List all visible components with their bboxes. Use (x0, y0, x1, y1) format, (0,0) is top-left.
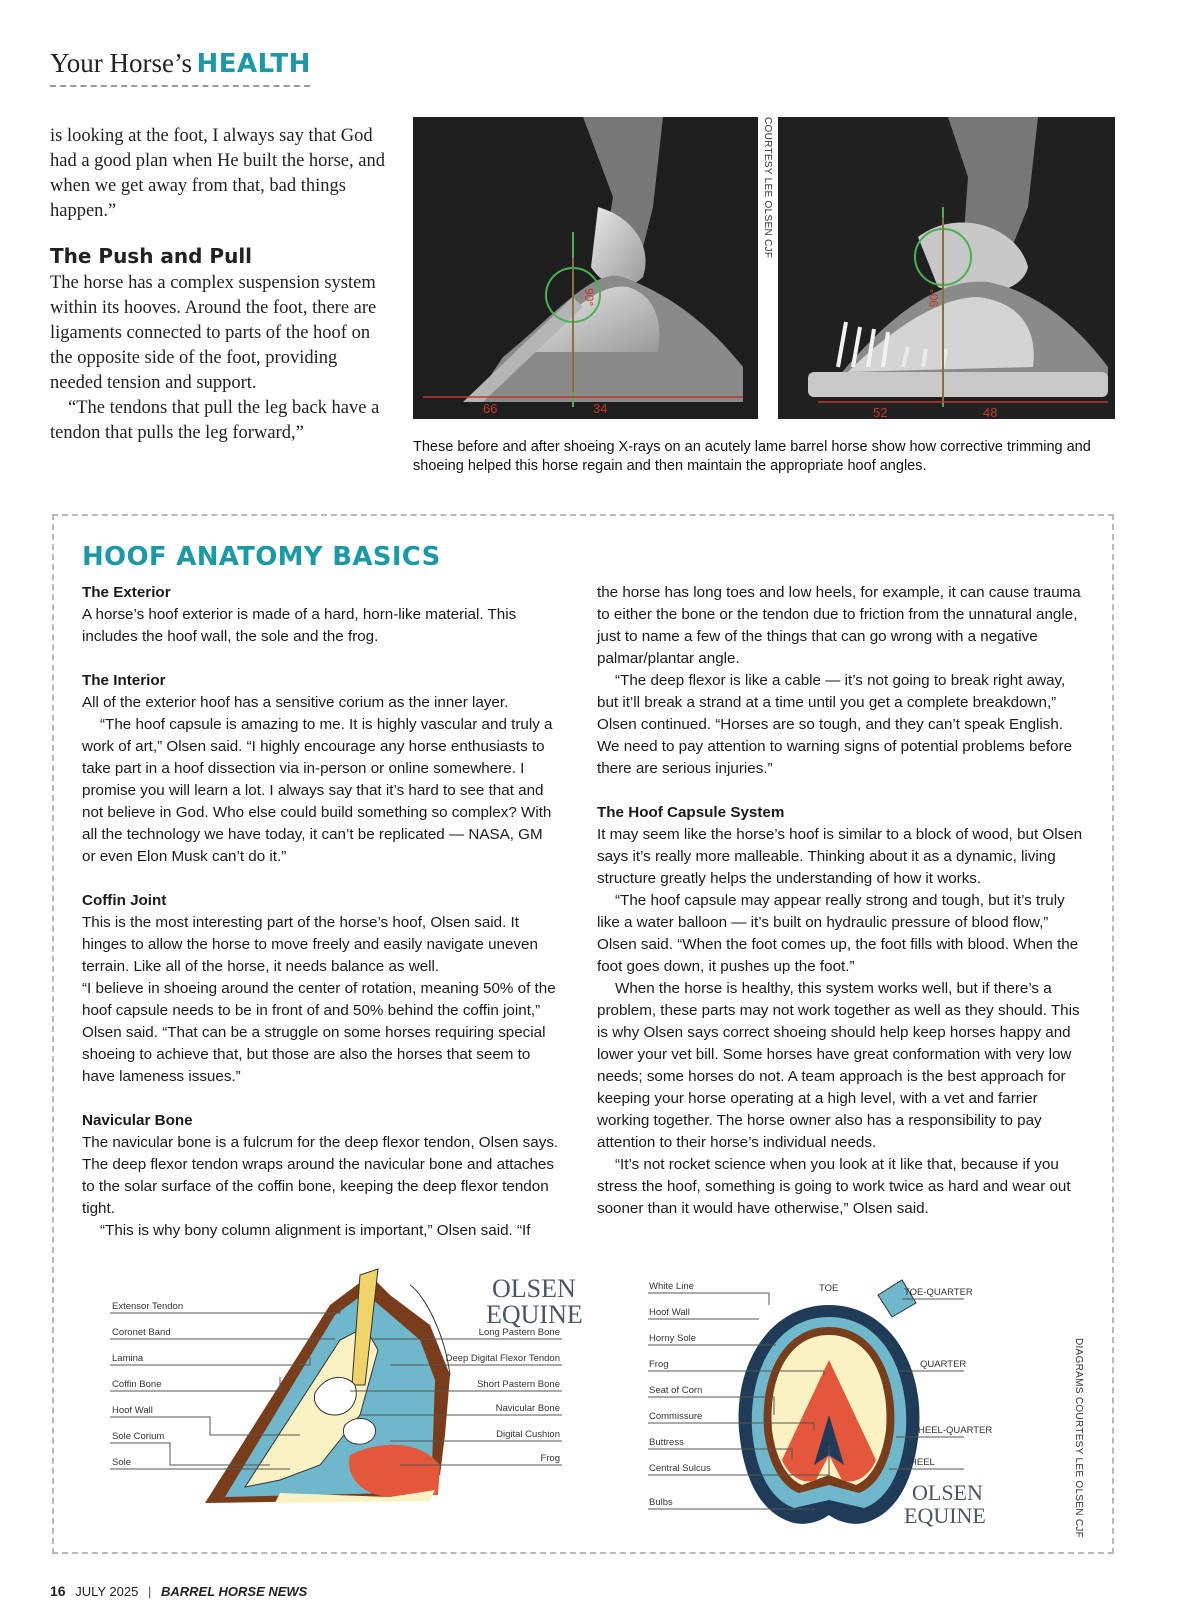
hoof-sole-diagram (649, 1265, 1064, 1540)
issue-date: JULY 2025 (75, 1584, 139, 1599)
sidebar-left-column (82, 582, 560, 1242)
footer-separator: | (147, 1584, 152, 1599)
logo-sole-line-2: EQUINE (904, 1503, 986, 1528)
label-central-sulcus: Central Sulcus (649, 1463, 711, 1474)
xray-before-angle: 90° (582, 288, 596, 307)
diagram-credit-text: DIAGRAMS COURTESY LEE OLSEN CJF (1073, 1338, 1084, 1539)
label-extensor-tendon: Extensor Tendon (112, 1301, 184, 1312)
header-underline (50, 85, 310, 87)
label-frog-sole: Frog (649, 1359, 669, 1370)
label-commissure: Commissure (649, 1411, 703, 1422)
xray-before-image (413, 117, 758, 419)
coffin-joint-heading: Coffin Joint (82, 892, 167, 909)
logo-line-1: OLSEN (492, 1274, 576, 1303)
publication-name: BARREL HORSE NEWS (160, 1584, 308, 1599)
hoof-capsule-text-4: “It’s not rocket science when you look at it like that, because if you stress the hoof, something is going to work twice as hard and wear out sooner than it would have otherwise,” Olsen said. (597, 1156, 1071, 1217)
label-sole: Sole (112, 1457, 132, 1468)
label-short-pastern-bone: Short Pastern Bone (477, 1379, 560, 1390)
hoof-capsule-text-1: It may seem like the horse’s hoof is similar to a block of wood, but Olsen says it’s really more malleable. Thinking about it as a dynamic, living structure greatly helps the understanding of how it works. (597, 826, 1083, 887)
section-header (50, 48, 311, 87)
interior-heading: The Interior (82, 672, 166, 689)
label-sole-corium: Sole Corium (112, 1431, 165, 1442)
logo-sole-line-1: OLSEN (912, 1480, 983, 1505)
label-digital-cushion: Digital Cushion (496, 1429, 560, 1440)
label-lamina: Lamina (112, 1353, 144, 1364)
sidebar-right-column (597, 582, 1089, 1220)
label-coffin-bone: Coffin Bone (112, 1379, 162, 1390)
label-deep-digital-flexor-tendon: Deep Digital Flexor Tendon (445, 1353, 560, 1364)
intro-paragraph-3: “The tendons that pull the leg back have a tendon that pulls the leg forward,” (50, 398, 380, 443)
continued-text: the horse has long toes and low heels, for example, it can cause trauma to either the bone or the tendon due to friction from the unnatural angle, just to name a few of the things that can go wrong with a negative palmar/plantar angle. (597, 584, 1081, 667)
olsen-equine-logo-sole (904, 1480, 986, 1528)
label-coronet-band: Coronet Band (112, 1327, 171, 1338)
xray-after-left-measure: 52 (873, 405, 888, 420)
section-title: HEALTH (196, 49, 311, 79)
xray-after-image (778, 117, 1115, 419)
intro-paragraph-1: is looking at the foot, I always say that God had a good plan when He built the horse, and when we get away from that, bad things happen.” (50, 126, 385, 221)
section-kicker: Your Horse’s (50, 48, 193, 78)
label-long-pastern-bone: Long Pastern Bone (478, 1327, 560, 1338)
interior-text-1: All of the exterior hoof has a sensitive corium as the inner layer. (82, 694, 509, 711)
page-footer (50, 1583, 307, 1599)
intro-column (50, 124, 390, 446)
diagram-credit (1072, 1338, 1086, 1539)
label-hoof-wall: Hoof Wall (112, 1405, 153, 1416)
page-number: 16 (50, 1583, 66, 1599)
coffin-joint-text-1: This is the most interesting part of the horse’s hoof, Olsen said. It hinges to allow the horse to move freely and easily navigate uneven terrain. Like all of the horse, it needs balance as well. (82, 914, 538, 975)
label-frog: Frog (540, 1453, 560, 1464)
hoof-capsule-heading: The Hoof Capsule System (597, 804, 785, 821)
push-pull-heading: The Push and Pull (50, 244, 253, 268)
navicular-text-2: “This is why bony column alignment is important,” Olsen said. “If (100, 1222, 531, 1239)
label-horny-sole: Horny Sole (649, 1333, 696, 1344)
label-seat-of-corn: Seat of Corn (649, 1385, 703, 1396)
exterior-heading: The Exterior (82, 584, 171, 601)
hoof-side-diagram (60, 1265, 588, 1535)
interior-text-2: “The hoof capsule is amazing to me. It is highly vascular and truly a work of art,” Olsen said. “I highly encourage any horse enthusiasts to take part in a hoof dissection via in-person or online somewhere. I promise you will learn a lot. I always say that it’s hard to see that and not believe in God. Who else could build something so complex? With all the technology we have today, it can’t be replicated — NASA, GM or even Elon Musk can’t do it.” (82, 716, 553, 865)
olsen-equine-logo (486, 1274, 583, 1329)
label-heel-quarter: HEEL-QUARTER (918, 1425, 993, 1436)
xray-after-angle: 90° (927, 288, 941, 307)
intro-paragraph-2: The horse has a complex suspension system within its hooves. Around the foot, there are ligaments connected to parts of the hoof on the opposite side of the foot, providing needed tension and support. (50, 273, 377, 393)
exterior-text: A horse’s hoof exterior is made of a hard, horn-like material. This includes the hoof wall, the sole and the frog. (82, 606, 517, 645)
label-navicular-bone: Navicular Bone (495, 1403, 560, 1414)
navicular-heading: Navicular Bone (82, 1112, 193, 1129)
logo-line-2: EQUINE (486, 1300, 583, 1329)
xray-credit-text: COURTESY LEE OLSEN CJF (762, 117, 773, 259)
hoof-capsule-text-2: “The hoof capsule may appear really strong and tough, but it’s truly like a water balloon — it’s built on hydraulic pressure of blood flow,” Olsen said. “When the foot comes up, the foot fills with blood. When the foot goes down, it pushes up the foot.” (597, 892, 1079, 975)
label-hoof-wall-sole: Hoof Wall (649, 1307, 690, 1318)
xray-credit (761, 117, 775, 297)
label-toe-quarter: TOE-QUARTER (904, 1287, 973, 1298)
navicular-text-1: The navicular bone is a fulcrum for the deep flexor tendon, Olsen says. The deep flexor tendon wraps around the navicular bone and attaches to the solar surface of the coffin bone, keeping the deep flexor tendon tight. (82, 1134, 559, 1217)
xray-after-right-measure: 48 (983, 405, 998, 420)
hoof-capsule-text-3: When the horse is healthy, this system works well, but if there’s a problem, these parts may not work together as well as they should. This is why Olsen says correct shoeing should help keep horses happy and lower your vet bill. Some horses have great conformation with very low needs; some horses do not. A team approach is the best approach for keeping your horse operating at a high level, with a vet and farrier working together. The horse owner also has a responsibility to pay attention to their horse’s individual needs. (597, 980, 1080, 1151)
label-toe: TOE (819, 1283, 839, 1294)
coffin-joint-text-2: “I believe in shoeing around the center of rotation, meaning 50% of the hoof capsule needs to be in front of and 50% behind the coffin joint,” Olsen said. “That can be a struggle on some horses requiring special shoeing to achieve that, but those are also the horses that seem to have lameness issues.” (82, 980, 556, 1085)
label-heel: HEEL (910, 1457, 935, 1468)
xray-before-left-measure: 66 (483, 401, 498, 416)
label-bulbs: Bulbs (649, 1497, 673, 1508)
xray-caption: These before and after shoeing X-rays on an acutely lame barrel horse show how corrective trimming and shoeing helped this horse regain and then maintain the appropriate hoof angles. (413, 439, 1091, 474)
label-quarter: QUARTER (920, 1359, 967, 1370)
deep-flexor-text: “The deep flexor is like a cable — it’s not going to break right away, but it’ll break a strand at a time until you get a complete breakdown,” Olsen continued. “Horses are so tough, and they can’t speak English. We need to pay attention to warning signs of potential problems before there are serious injuries.” (597, 672, 1073, 777)
sidebar-title: HOOF ANATOMY BASICS (82, 542, 441, 572)
label-white-line: White Line (649, 1281, 694, 1292)
label-buttress: Buttress (649, 1437, 684, 1448)
xray-before-right-measure: 34 (593, 401, 608, 416)
